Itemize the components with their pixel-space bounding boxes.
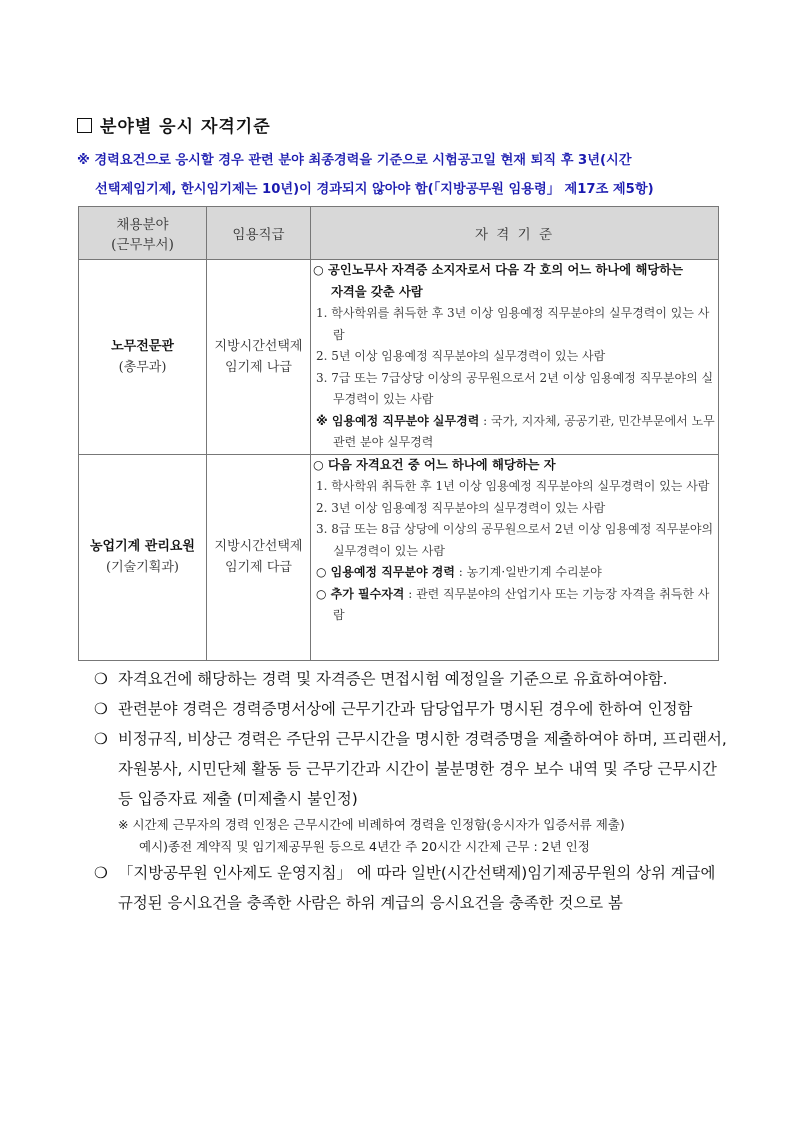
list-item <box>94 694 730 724</box>
bullet-circle-icon: ❍ <box>94 864 108 882</box>
bullet-circle-icon: ❍ <box>94 700 108 718</box>
field-dept: (기술기획과) <box>106 560 179 575</box>
bullet-circle-icon: ❍ <box>94 670 108 688</box>
sub-note-line-2: 예시)종전 계약직 및 임기제공무원 등으로 4년간 주 20시간 시간제 근무 : 2년 인정 <box>139 839 590 854</box>
criteria-item: 3. 8급 또는 8급 상당에 이상의 공무원으로서 2년 이상 임용예정 직무분야의 실무경력이 있는 사람 <box>316 522 714 558</box>
criteria-heading-line-2: 자격을 갖춘 사람 <box>331 284 423 299</box>
criteria-note-label: ※ 임용예정 직무분야 실무경력 <box>316 413 480 428</box>
notice-line-2: 선택제임기제, 한시임기제는 10년)이 경과되지 않아야 함(「지방공무원 임용령」 제17조 제5항) <box>95 182 654 197</box>
field-cell <box>79 454 207 660</box>
criteria-item: 1. 학사학위 취득한 후 1년 이상 임용예정 직무분야의 실무경력이 있는 사람 <box>316 479 710 493</box>
list-item <box>94 858 730 918</box>
list-item <box>94 664 730 694</box>
grade-line-2: 임기제 나급 <box>225 359 292 375</box>
field-dept: (총무과) <box>118 359 167 375</box>
table-header-row <box>79 207 719 260</box>
sub-note <box>94 814 730 858</box>
table-row <box>79 454 719 660</box>
criteria-heading-line-1: ○ 공인노무사 자격증 소지자로서 다음 각 호의 어느 하나에 해당하는 <box>313 263 683 277</box>
criteria-extra <box>313 562 716 584</box>
bullet-text: 비정규직, 비상근 경력은 주단위 근무시간을 명시한 경력증명을 제출하여야 하며, 프리랜서, 자원봉사, 시민단체 활동 등 근무기간과 시간이 불분명한 경우 보수 내역 및 주당 근무시간 등 입증자료 제출 (미제출시 불인정) <box>118 730 727 808</box>
criteria-item: 2. 3년 이상 임용예정 직무분야의 실무경력이 있는 사람 <box>316 500 606 515</box>
notice-block <box>77 146 727 204</box>
criteria-heading <box>313 260 716 303</box>
qualification-table <box>78 206 719 661</box>
criteria-item: 3. 7급 또는 7급상당 이상의 공무원으로서 2년 이상 임용예정 직무분야의 실무경력이 있는 사람 <box>316 370 714 406</box>
header-criteria: 자 격 기 준 <box>311 207 719 260</box>
criteria-cell <box>311 260 719 455</box>
criteria-item: 2. 5년 이상 임용예정 직무분야의 실무경력이 있는 사람 <box>316 349 606 363</box>
bullet-list <box>94 664 730 918</box>
criteria-item: 1. 학사학위를 취득한 후 3년 이상 임용예정 직무분야의 실무경력이 있는 사람 <box>316 306 710 342</box>
criteria-cell <box>311 454 719 660</box>
criteria-note-text: : 국가, 지자체, 공공기관, 민간부문에서 노무 관련 분야 실무경력 <box>333 413 715 449</box>
grade-cell <box>207 454 311 660</box>
criteria-extra-text: : 농기계·일반기계 수리분야 <box>454 565 602 579</box>
grade-line-1: 지방시간선택제 <box>214 338 303 354</box>
criteria-extra-label: ○ 추가 필수자격 <box>316 586 405 601</box>
bullet-text: 「지방공무원 인사제도 운영지침」 에 따라 일반(시간선택제)임기제공무원의 상위 계급에 규정된 응시요건을 충족한 사람은 하위 계급의 응시요건을 충족한 것으로 봄 <box>118 864 716 912</box>
bullet-circle-icon: ❍ <box>94 730 108 748</box>
header-field-line-2: (근무부서) <box>111 237 174 253</box>
header-field <box>79 207 207 260</box>
grade-line-1: 지방시간선택제 <box>214 539 303 554</box>
notice-line-1: ※ 경력요건으로 응시할 경우 관련 분야 최종경력을 기준으로 시험공고일 현재 퇴직 후 3년(시간 <box>77 153 632 168</box>
grade-cell <box>207 260 311 455</box>
bullet-text: 자격요건에 해당하는 경력 및 자격증은 면접시험 예정일을 기준으로 유효하여야함. <box>118 670 668 688</box>
field-cell <box>79 260 207 455</box>
grade-line-2: 임기제 다급 <box>225 560 292 575</box>
header-field-line-1: 채용분야 <box>116 217 169 233</box>
header-grade: 임용직급 <box>207 207 311 260</box>
field-name: 농업기계 관리요원 <box>90 539 195 554</box>
checkbox-square-icon <box>77 118 92 133</box>
bullet-text: 관련분야 경력은 경력증명서상에 근무기간과 담당업무가 명시된 경우에 한하여 인정함 <box>118 700 693 718</box>
field-name: 노무전문관 <box>111 338 174 354</box>
table-row <box>79 260 719 455</box>
list-item <box>94 724 730 814</box>
sub-note-line-1: ※ 시간제 근무자의 경력 인정은 근무시간에 비례하여 경력을 인정함(응시자가 입증서류 제출) <box>118 817 625 832</box>
criteria-heading: ○ 다음 자격요건 중 어느 하나에 해당하는 자 <box>313 457 556 472</box>
criteria-note <box>313 411 716 454</box>
section-title <box>77 112 271 137</box>
criteria-extra-text: : 관련 직무분야의 산업기사 또는 기능장 자격을 취득한 사람 <box>333 586 710 622</box>
section-title-text: 분야별 응시 자격기준 <box>100 117 271 137</box>
criteria-extra <box>313 584 716 627</box>
criteria-extra-label: ○ 임용예정 직무분야 경력 <box>316 565 455 579</box>
